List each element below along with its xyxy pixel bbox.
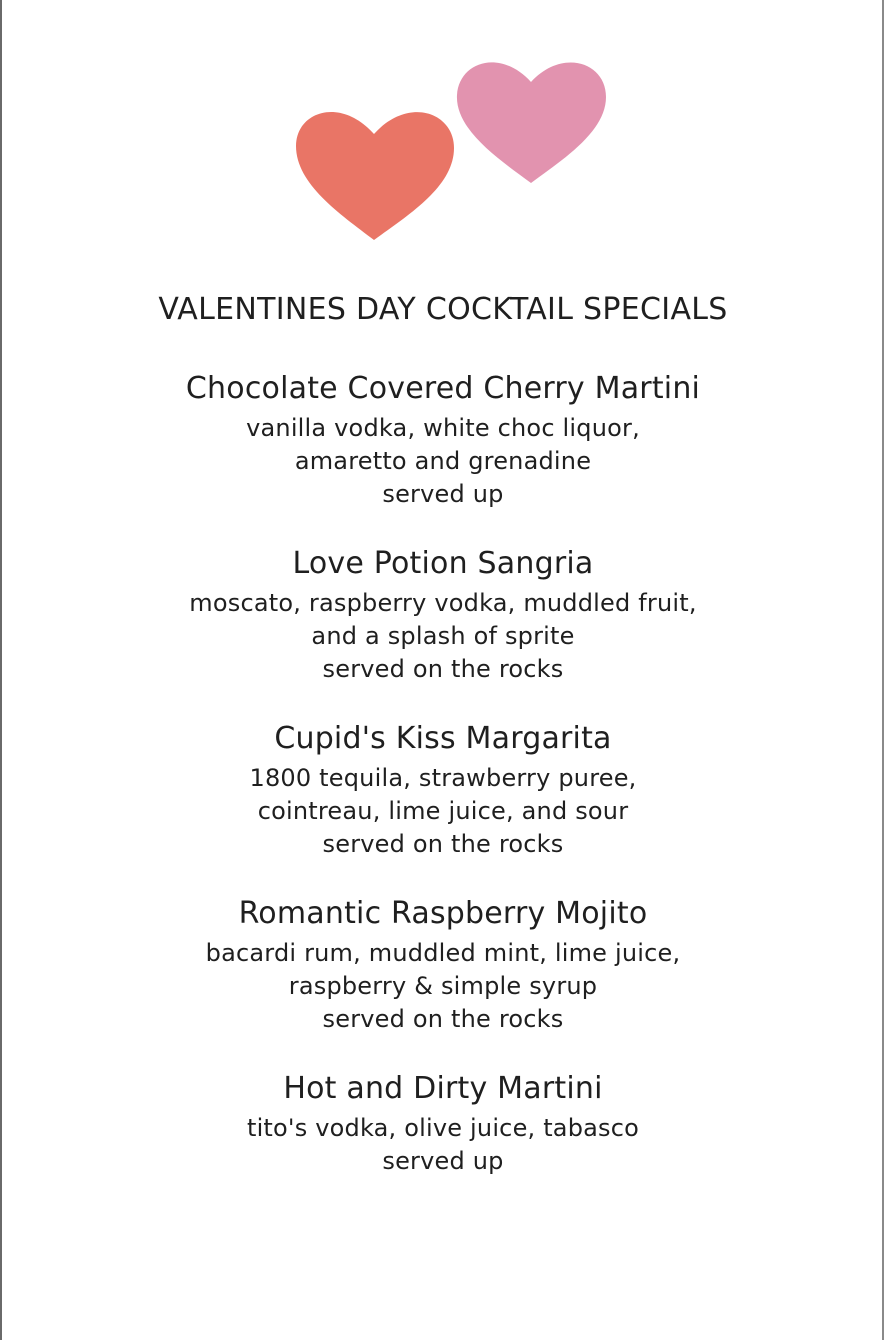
cocktail-name: Chocolate Covered Cherry Martini [185,371,701,406]
cocktail-ingredients: tito's vodka, olive juice, tabasco [246,1114,640,1142]
hearts-decoration [0,0,886,260]
cocktail-serving: served on the rocks [322,655,564,683]
cocktail-name: Romantic Raspberry Mojito [238,896,648,931]
cocktail-ingredients: vanilla vodka, white choc liquor, [246,414,640,442]
cocktail-item [0,1066,886,1178]
cocktail-serving: served on the rocks [322,830,564,858]
cocktail-name: Love Potion Sangria [292,546,594,581]
cocktail-serving: served up [382,1147,504,1175]
heart-left-icon [296,112,454,240]
cocktail-serving: served on the rocks [322,1005,564,1033]
menu-heading: VALENTINES DAY COCKTAIL SPECIALS [158,292,728,327]
cocktail-item [0,366,886,511]
cocktail-ingredients: and a splash of sprite [311,622,575,650]
cocktail-name: Cupid's Kiss Margarita [274,721,612,756]
cocktail-ingredients: moscato, raspberry vodka, muddled fruit, [189,589,697,617]
cocktail-ingredients: raspberry & simple syrup [288,972,598,1000]
cocktail-ingredients: bacardi rum, muddled mint, lime juice, [205,939,681,967]
spacer [0,1036,886,1066]
cocktail-name: Hot and Dirty Martini [283,1071,603,1106]
spacer [0,511,886,541]
cocktail-item [0,541,886,686]
cocktail-serving: served up [382,480,504,508]
cocktail-item [0,716,886,861]
cocktail-ingredients: cointreau, lime juice, and sour [257,797,629,825]
cocktail-item [0,891,886,1036]
heart-right-icon [457,62,606,183]
cocktail-list [0,366,886,1178]
cocktail-ingredients: amaretto and grenadine [294,447,592,475]
spacer [0,861,886,891]
cocktail-ingredients: 1800 tequila, strawberry puree, [249,764,637,792]
spacer [0,686,886,716]
